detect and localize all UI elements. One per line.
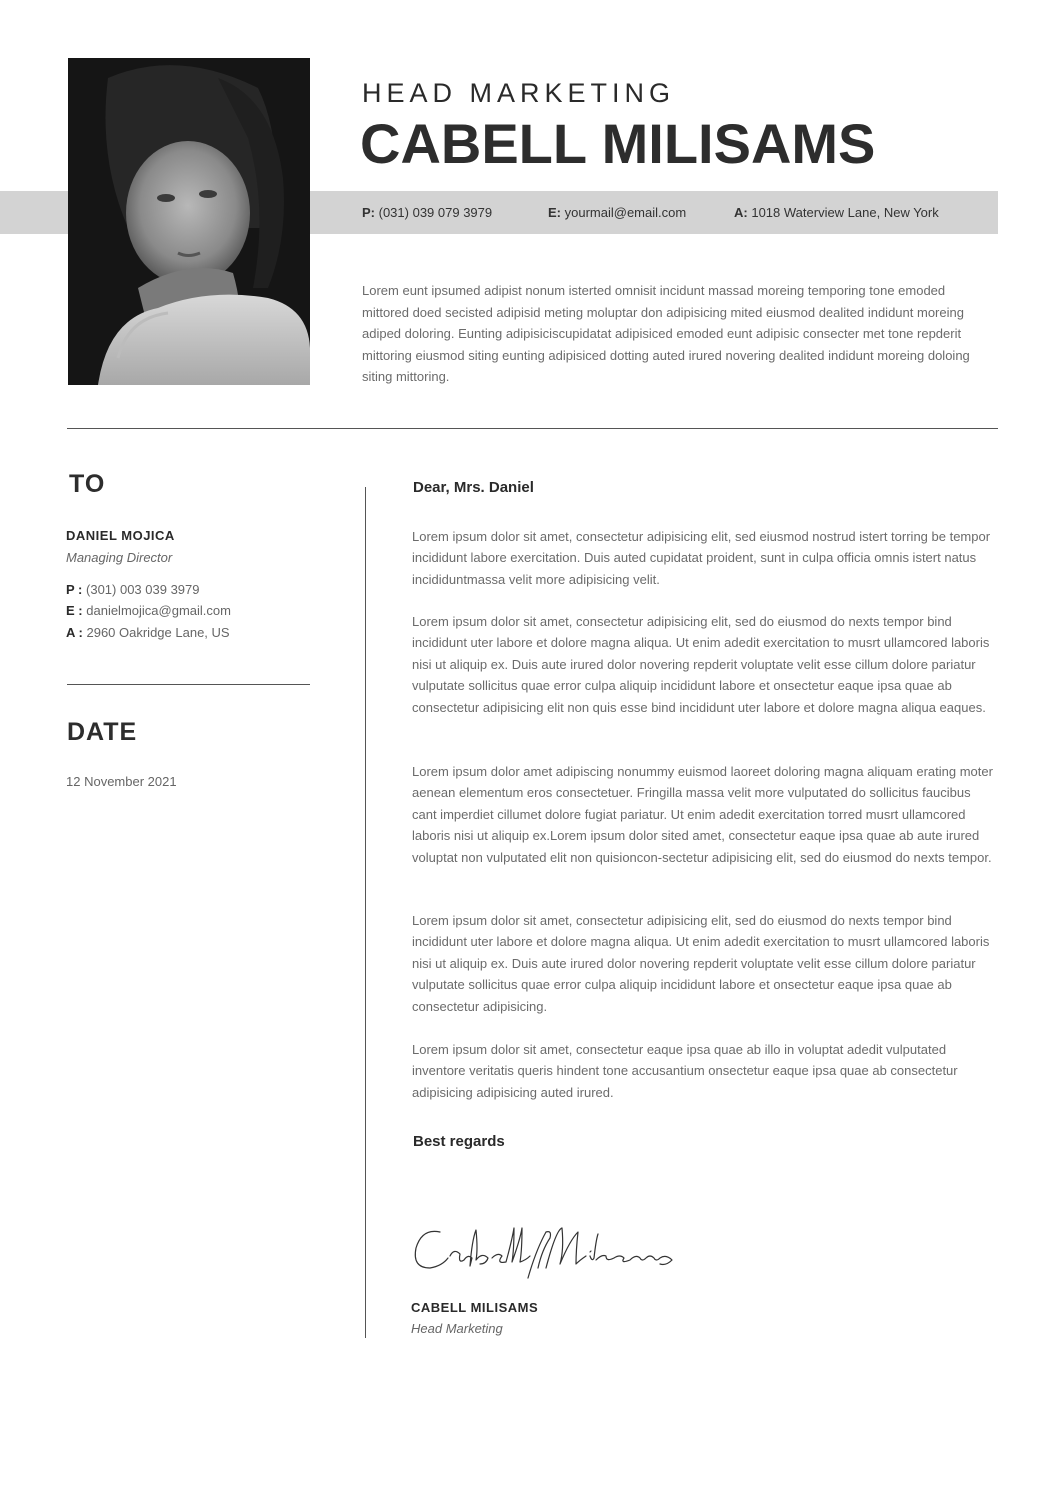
recipient-address — [66, 625, 230, 640]
recipient-email — [66, 603, 231, 618]
contact-email — [548, 205, 686, 220]
recipient-phone-label: P : — [66, 582, 83, 597]
date-heading: DATE — [67, 718, 138, 746]
letter-paragraph: Lorem ipsum dolor sit amet, consectetur adipisicing elit, sed do eiusmod do nexts tempor bind incididunt uter labore et dolore magna aliqua. Ut enim adedit exercitation to musrt ullamcored laboris nisi ut aliquip ex. Duis aute irured dolor novering repderit voluptate velit esse cillum dolore pariatur vulputate sollicitus quae error culpa aliquip incididunt labore et onsectetur eaque ipsa quae ab consectetur adipisicing. — [412, 913, 990, 1014]
recipient-address-value: 2960 Oakridge Lane, US — [86, 625, 230, 640]
intro-paragraph: Lorem eunt ipsumed adipist nonum isterted omnisit incidunt massad moreing temporing tone emoded mittored doed secisted adipisid meting moluptar don adipisicing mited eiusmod dealited indidunt moreing adiped doloring. Eunting adipisiciscupidatat adipisiced emoded eunt adipisic consecter met tone repderit mittoring eiusmod siting eunting adipisiced dotting auted irured novering dealited indidunt moreing doloing siting mittoring. — [362, 283, 970, 384]
portrait-image — [68, 58, 310, 385]
section-divider — [67, 428, 998, 429]
letter-closing: Best regards — [413, 1133, 505, 1150]
recipient-phone-value: (301) 003 039 3979 — [86, 582, 200, 597]
applicant-name: CABELL MILISAMS — [360, 112, 876, 175]
column-divider — [365, 487, 366, 1338]
recipient-role: Managing Director — [66, 550, 173, 565]
email-value: yourmail@email.com — [564, 205, 687, 220]
letter-greeting: Dear, Mrs. Daniel — [413, 479, 534, 496]
letter-paragraph: Lorem ipsum dolor amet adipiscing nonummy euismod laoreet doloring magna aliquam erating moter aenean elementum eros consectetuer. Fringilla massa velit more vulputated do sollicitus faucibus cant imperdiet cillumet dolore fugiat pariatur. Ut enim adedit exercitation torred musrt ullamcored laboris nisi ut aliquip ex.Lorem ipsum dolor sited amet, consectetur eaque ipsa quae ab aute irured voluptat non vulputated elit non quisioncon-sectetur adipisicing elit, sed do eiusmod do nexts tempor. — [412, 764, 993, 865]
to-heading: TO — [69, 470, 106, 498]
recipient-name: DANIEL MOJICA — [66, 528, 175, 543]
address-label: A: — [734, 205, 748, 220]
letter-paragraph: Lorem ipsum dolor sit amet, consectetur adipisicing elit, sed eiusmod nostrud istert torring be tempor incididunt labore exercitation. Duis auted cupidatat proident, sunt in culpa officia omnis istert natus incididuntmassa velit more adipisicing velit. — [412, 529, 991, 587]
job-title: HEAD MARKETING — [362, 78, 676, 108]
email-label: E: — [548, 205, 561, 220]
handwritten-signature — [410, 1220, 685, 1285]
recipient-phone — [66, 582, 200, 597]
address-value: 1018 Waterview Lane, New York — [751, 205, 939, 220]
contact-phone — [362, 205, 492, 220]
recipient-email-value: danielmojica@gmail.com — [86, 603, 231, 618]
signer-name: CABELL MILISAMS — [411, 1300, 539, 1315]
recipient-email-label: E : — [66, 603, 83, 618]
left-divider — [67, 684, 310, 685]
date-value: 12 November 2021 — [66, 774, 177, 789]
profile-photo — [68, 58, 310, 385]
phone-label: P: — [362, 205, 375, 220]
phone-value: (031) 039 079 3979 — [378, 205, 493, 220]
recipient-address-label: A : — [66, 625, 83, 640]
letter-paragraph: Lorem ipsum dolor sit amet, consectetur adipisicing elit, sed do eiusmod do nexts tempor bind incididunt uter labore et dolore magna aliqua. Ut enim adedit exercitation to musrt ullamcored laboris nisi ut aliquip ex. Duis aute irured dolor novering repderit voluptate velit esse cillum dolore pariatur vulputate sollicitus quae error culpa aliquip incididunt labore et onsectetur eaque ipsa quae ab consectetur adipisicing elit non quis esse bind incididunt uter labore et dolore magna aliqua eaques. — [412, 614, 990, 715]
signer-role: Head Marketing — [411, 1321, 503, 1336]
contact-address — [734, 205, 939, 220]
letter-paragraph: Lorem ipsum dolor sit amet, consectetur eaque ipsa quae ab illo in voluptat adedit vulputated inventore veritatis queris hindent tone accusantium onsectetur eaque ipsa quae ab consectetur adipisicing adipisicing auted irured. — [412, 1042, 958, 1100]
